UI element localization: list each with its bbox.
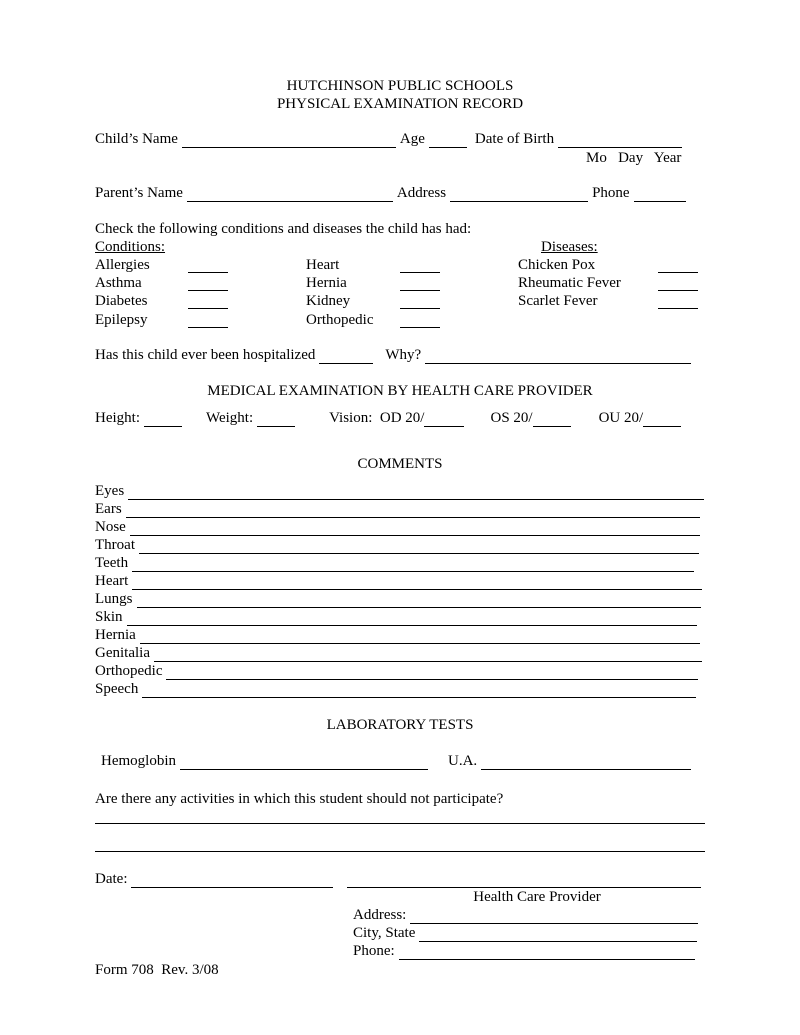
comment-label-throat: Throat (95, 537, 135, 553)
why-field[interactable] (425, 349, 691, 364)
comment-field-heart[interactable] (132, 575, 702, 590)
age-field[interactable] (429, 133, 467, 148)
hospitalized-label: Has this child ever been hospitalized (95, 347, 316, 363)
comment-row-eyes (95, 482, 708, 500)
hospitalized-row (95, 346, 695, 364)
child-name-label: Child’s Name (95, 131, 178, 147)
comment-row-speech (95, 680, 700, 698)
child-info-row (95, 130, 686, 148)
check-orthopedic[interactable] (400, 326, 440, 328)
parent-name-field[interactable] (187, 187, 393, 202)
comment-field-orthopedic[interactable] (166, 665, 698, 680)
comment-label-orthopedic: Orthopedic (95, 663, 163, 679)
comment-field-ears[interactable] (126, 503, 700, 518)
comment-row-heart (95, 572, 706, 590)
vision-od-label: Vision: OD 20/ (329, 410, 425, 426)
comment-label-lungs: Lungs (95, 591, 133, 607)
vitals-row (95, 409, 685, 427)
provider-address-field[interactable] (410, 909, 698, 924)
check-chicken-pox[interactable] (658, 271, 698, 273)
lab-row (101, 752, 695, 770)
date-label: Date: (95, 871, 128, 887)
height-label: Height: (95, 410, 140, 426)
check-kidney[interactable] (400, 307, 440, 309)
comment-label-hernia: Hernia (95, 627, 136, 643)
check-hernia[interactable] (400, 289, 440, 291)
provider-label: Health Care Provider (473, 889, 601, 905)
comment-label-teeth: Teeth (95, 555, 129, 571)
check-rheumatic-fever[interactable] (658, 289, 698, 291)
form-number: Form 708 Rev. 3/08 (95, 962, 219, 978)
condition-diabetes: Diabetes (95, 293, 148, 309)
comment-label-nose: Nose (95, 519, 126, 535)
comment-label-speech: Speech (95, 681, 139, 697)
dob-field[interactable] (558, 133, 682, 148)
hospitalized-field[interactable] (319, 349, 373, 364)
why-label: Why? (385, 347, 422, 363)
provider-address-label: Address: (353, 907, 407, 923)
comment-label-skin: Skin (95, 609, 123, 625)
weight-field[interactable] (257, 412, 295, 427)
comment-row-orthopedic (95, 662, 702, 680)
ua-label: U.A. (448, 753, 478, 769)
activities-line-2[interactable] (95, 850, 705, 852)
conditions-heading: Conditions: (95, 239, 166, 255)
weight-label: Weight: (206, 410, 254, 426)
diseases-heading: Diseases: (541, 239, 598, 255)
comment-field-genitalia[interactable] (154, 647, 702, 662)
dob-label: Date of Birth (474, 131, 555, 147)
parent-name-label: Parent’s Name (95, 185, 183, 201)
check-allergies[interactable] (188, 271, 228, 273)
condition-epilepsy: Epilepsy (95, 312, 148, 328)
vision-os-label: OS 20/ (490, 410, 533, 426)
comment-field-teeth[interactable] (132, 557, 694, 572)
address-field[interactable] (450, 187, 588, 202)
child-name-field[interactable] (182, 133, 396, 148)
dob-subtext: Mo Day Year (586, 150, 682, 166)
vision-od-field[interactable] (424, 412, 464, 427)
phone-field[interactable] (634, 187, 686, 202)
exam-heading: MEDICAL EXAMINATION BY HEALTH CARE PROVIDER (207, 383, 593, 399)
provider-address-row (353, 906, 702, 924)
activities-question: Are there any activities in which this student should not participate? (95, 791, 504, 807)
comment-field-eyes[interactable] (128, 485, 704, 500)
vision-ou-label: OU 20/ (598, 410, 644, 426)
comment-field-throat[interactable] (139, 539, 699, 554)
height-field[interactable] (144, 412, 182, 427)
comment-label-heart: Heart (95, 573, 129, 589)
condition-heart: Heart (306, 257, 340, 273)
disease-rheumatic-fever: Rheumatic Fever (518, 275, 621, 291)
condition-allergies: Allergies (95, 257, 150, 273)
comment-row-skin (95, 608, 701, 626)
school-name: HUTCHINSON PUBLIC SCHOOLS (286, 78, 514, 94)
check-scarlet-fever[interactable] (658, 307, 698, 309)
comment-field-hernia[interactable] (140, 629, 700, 644)
provider-city-label: City, State (353, 925, 416, 941)
comment-field-nose[interactable] (130, 521, 700, 536)
condition-hernia: Hernia (306, 275, 347, 291)
disease-scarlet-fever: Scarlet Fever (518, 293, 598, 309)
check-asthma[interactable] (188, 289, 228, 291)
form-title: PHYSICAL EXAMINATION RECORD (276, 96, 524, 112)
vision-os-field[interactable] (533, 412, 571, 427)
condition-asthma: Asthma (95, 275, 142, 291)
check-epilepsy[interactable] (188, 326, 228, 328)
comment-row-lungs (95, 590, 705, 608)
activities-line-1[interactable] (95, 822, 705, 824)
check-heart[interactable] (400, 271, 440, 273)
ua-field[interactable] (481, 755, 691, 770)
lab-heading: LABORATORY TESTS (326, 717, 474, 733)
provider-phone-row (353, 942, 699, 960)
vision-ou-field[interactable] (643, 412, 681, 427)
comment-label-eyes: Eyes (95, 483, 125, 499)
comment-row-ears (95, 500, 704, 518)
provider-phone-label: Phone: (353, 943, 395, 959)
address-label: Address (396, 185, 447, 201)
comment-field-lungs[interactable] (137, 593, 701, 608)
check-diabetes[interactable] (188, 307, 228, 309)
provider-city-field[interactable] (419, 927, 697, 942)
comment-label-genitalia: Genitalia (95, 645, 150, 661)
comment-row-nose (95, 518, 704, 536)
comment-row-genitalia (95, 644, 706, 662)
disease-chicken-pox: Chicken Pox (518, 257, 596, 273)
age-label: Age (399, 131, 425, 147)
comment-row-teeth (95, 554, 698, 572)
comment-row-hernia (95, 626, 704, 644)
conditions-prompt: Check the following conditions and diseases the child has had: (95, 221, 472, 237)
date-field[interactable] (131, 873, 333, 888)
condition-kidney: Kidney (306, 293, 351, 309)
comment-field-speech[interactable] (142, 683, 696, 698)
provider-phone-field[interactable] (399, 945, 695, 960)
hemoglobin-label: Hemoglobin (101, 753, 176, 769)
parent-info-row (95, 184, 690, 202)
comment-field-skin[interactable] (127, 611, 697, 626)
phone-label: Phone (592, 185, 630, 201)
hemoglobin-field[interactable] (180, 755, 428, 770)
comments-heading: COMMENTS (357, 456, 443, 472)
date-row (95, 870, 337, 888)
condition-orthopedic: Orthopedic (306, 312, 374, 328)
comment-row-throat (95, 536, 703, 554)
provider-city-row (353, 924, 701, 942)
comment-label-ears: Ears (95, 501, 122, 517)
